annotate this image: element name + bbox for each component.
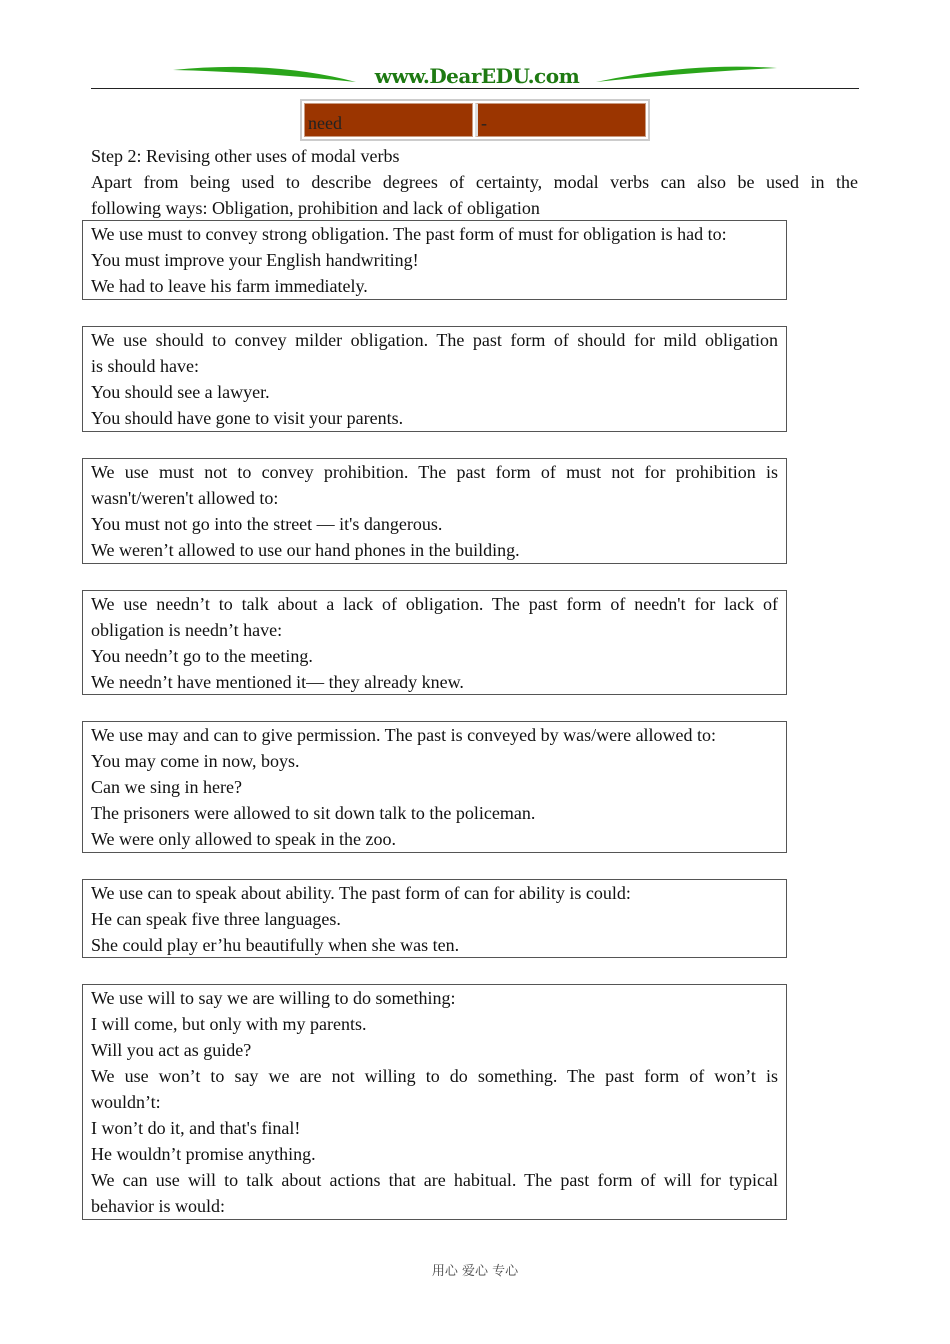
box-line: We use should to convey milder obligation. The past form of should for mild obligation: [91, 330, 778, 350]
box-line: Will you act as guide?: [91, 1040, 252, 1060]
need-table: [300, 99, 650, 141]
permission-box: [82, 721, 787, 853]
intro-section: [91, 143, 858, 221]
intro-line: following ways: Obligation, prohibition and lack of obligation: [91, 198, 540, 218]
box-line: wasn't/weren't allowed to:: [91, 488, 279, 508]
box-line: We use will to say we are willing to do something:: [91, 988, 456, 1008]
ability-box: [82, 879, 787, 958]
box-line: We needn’t have mentioned it— they already knew.: [91, 672, 464, 692]
page-header: [91, 62, 859, 89]
prohibition-box: [82, 458, 787, 564]
box-line: We use must to convey strong obligation. The past form of must for obligation is had to:: [91, 224, 727, 244]
lack-of-obligation-box: [82, 590, 787, 695]
box-line: He wouldn’t promise anything.: [91, 1144, 316, 1164]
willingness-box: [82, 984, 787, 1220]
box-line: I will come, but only with my parents.: [91, 1014, 367, 1034]
box-line: We can use will to talk about actions that are habitual. The past form of will for typical: [91, 1170, 778, 1190]
box-line: We use needn’t to talk about a lack of obligation. The past form of needn't for lack of: [91, 594, 778, 614]
box-line: The prisoners were allowed to sit down talk to the policeman.: [91, 803, 536, 823]
mild-obligation-box: [82, 326, 787, 432]
intro-line: Apart from being used to describe degrees of certainty, modal verbs can also be used in the: [91, 172, 858, 192]
need-cell: need: [304, 103, 473, 137]
box-line: obligation is needn’t have:: [91, 620, 283, 640]
box-line: You must improve your English handwriting!: [91, 250, 419, 270]
box-line: We had to leave his farm immediately.: [91, 276, 368, 296]
box-line: You needn’t go to the meeting.: [91, 646, 313, 666]
box-line: You should see a lawyer.: [91, 382, 270, 402]
obligation-box: [82, 220, 787, 300]
box-line: You may come in now, boys.: [91, 751, 300, 771]
box-line: We were only allowed to speak in the zoo.: [91, 829, 396, 849]
box-line: We use must not to convey prohibition. The past form of must not for prohibition is: [91, 462, 778, 482]
need-dash-cell: -: [475, 103, 646, 137]
box-line: wouldn’t:: [91, 1092, 161, 1112]
box-line: We use may and can to give permission. The past is conveyed by was/were allowed to:: [91, 725, 717, 745]
logo-text: www.DearEDU.com: [374, 64, 580, 88]
box-line: He can speak five three languages.: [91, 909, 341, 929]
box-line: We use can to speak about ability. The past form of can for ability is could:: [91, 883, 631, 903]
box-line: Can we sing in here?: [91, 777, 242, 797]
box-line: We use won’t to say we are not willing to do something. The past form of won’t is: [91, 1066, 778, 1086]
box-line: You should have gone to visit your parents.: [91, 408, 404, 428]
box-line: is should have:: [91, 356, 199, 376]
box-line: We weren’t allowed to use our hand phones in the building.: [91, 540, 520, 560]
box-line: She could play er’hu beautifully when she was ten.: [91, 935, 460, 955]
step-heading: Step 2: Revising other uses of modal verbs: [91, 146, 400, 166]
page-footer: 用心 爱心 专心: [431, 1264, 519, 1279]
box-line: behavior is would:: [91, 1196, 225, 1216]
box-line: You must not go into the street — it's dangerous.: [91, 514, 443, 534]
box-line: I won’t do it, and that's final!: [91, 1118, 301, 1138]
